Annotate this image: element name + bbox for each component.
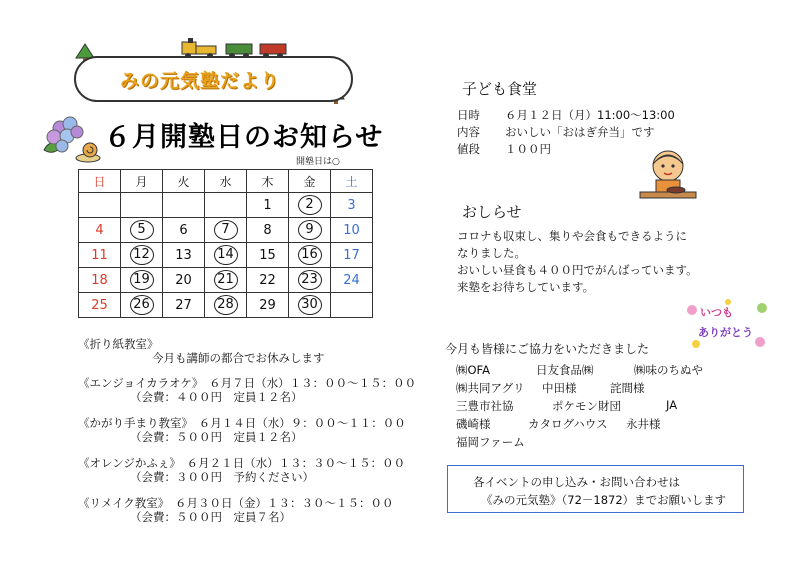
open-day-number: 30	[298, 295, 322, 315]
weekday-cell: 木	[247, 170, 289, 193]
open-day-number: 14	[214, 245, 238, 265]
day-number: 24	[343, 272, 360, 288]
supporter-name: 永井様	[626, 417, 661, 431]
day-number: 17	[343, 247, 360, 263]
calendar-week-row	[79, 218, 373, 243]
newsletter-title: みの元気塾だより	[120, 70, 281, 92]
open-day-number: 23	[298, 270, 322, 290]
calendar-day-cell	[205, 193, 247, 218]
calendar-day-cell	[289, 218, 331, 243]
temari-line: 《かがり手まり教室》 ６月１４日（水）９：００～１１：００	[78, 416, 406, 430]
supporter-name: ㈱味のちぬや	[634, 363, 703, 377]
supporter-name: ㈱OFA	[456, 363, 490, 377]
calendar-day-cell	[289, 193, 331, 218]
day-number: 27	[175, 297, 192, 313]
calendar-day-cell	[121, 218, 163, 243]
day-number: 20	[175, 272, 192, 288]
karaoke-fee: （会費：４００円 定員１２名）	[130, 390, 303, 404]
weekday-cell: 月	[121, 170, 163, 193]
calendar-day-cell	[247, 218, 289, 243]
calendar-day-cell	[79, 293, 121, 318]
open-day-legend: 開塾日は○	[296, 157, 340, 167]
calendar-day-cell	[79, 268, 121, 293]
open-day-number: 26	[130, 295, 154, 315]
weekday-cell: 金	[289, 170, 331, 193]
thank-you-badge-line1: いつも	[700, 306, 733, 319]
day-number: 4	[95, 222, 104, 238]
supporter-name: カタログハウス	[528, 417, 608, 431]
supporter-name: 中田様	[542, 381, 577, 395]
calendar-day-cell	[247, 193, 289, 218]
day-number: 10	[343, 222, 360, 238]
supporter-list	[456, 362, 756, 452]
calendar-day-cell	[121, 193, 163, 218]
calendar-day-cell	[289, 243, 331, 268]
open-day-number: 12	[130, 245, 154, 265]
orange-cafe-fee: （会費：３００円 予約ください）	[130, 470, 314, 484]
calendar-day-cell	[205, 243, 247, 268]
supporter-name: 三豊市社協	[456, 399, 514, 413]
day-number: 22	[259, 272, 276, 288]
open-day-number: 7	[214, 220, 238, 240]
supporter-name: ポケモン財団	[552, 399, 621, 413]
cafeteria-date-value: ６月１２日（月）11:00～13:00	[505, 108, 675, 122]
child-eating-illustration	[636, 146, 700, 204]
weekday-cell: 土	[331, 170, 373, 193]
supporter-name: 磯崎様	[456, 417, 491, 431]
day-number: 18	[91, 272, 108, 288]
karaoke-line: 《エンジョイカラオケ》 ６月７日（水）１３：００～１５：００	[78, 376, 417, 390]
day-number: 11	[91, 247, 108, 263]
cafeteria-content-label: 内容	[457, 125, 480, 139]
calendar-weekday-row	[79, 170, 373, 193]
remake-line: 《リメイク教室》 ６月３０日（金）１３：３０～１５：００	[78, 496, 394, 510]
calendar-day-cell	[289, 268, 331, 293]
kids-cafeteria-title: 子ども食堂	[462, 80, 538, 98]
calendar-week-row	[79, 293, 373, 318]
remake-fee: （会費：５００円 定員７名）	[130, 510, 291, 524]
supporter-name: 詫間様	[610, 381, 645, 395]
calendar-day-cell	[247, 243, 289, 268]
open-day-number: 5	[130, 220, 154, 240]
calendar-day-cell	[205, 218, 247, 243]
june-calendar	[78, 169, 373, 318]
calendar-day-cell	[289, 293, 331, 318]
notice-line-1: コロナも収束し、集りや会食もできるように	[457, 229, 687, 243]
supporter-name: 福岡ファーム	[456, 435, 525, 449]
open-day-number: 28	[214, 295, 238, 315]
supporter-name: ㈱共同アグリ	[456, 381, 525, 395]
calendar-day-cell	[121, 268, 163, 293]
calendar-day-cell	[79, 193, 121, 218]
contact-line-2: 《みの元気塾》（72－1872）までお願いします	[481, 493, 727, 507]
origami-note: 今月も講師の都合でお休みします	[152, 351, 325, 365]
weekday-cell: 日	[79, 170, 121, 193]
calendar-day-cell	[163, 243, 205, 268]
cafeteria-content-value: おいしい「おはぎ弁当」です	[505, 125, 655, 139]
calendar-day-cell	[247, 293, 289, 318]
day-number: 13	[175, 247, 192, 263]
temari-fee: （会費：５００円 定員１２名）	[130, 430, 303, 444]
calendar-day-cell	[121, 243, 163, 268]
notice-line-4: 来塾をお待ちしています。	[457, 280, 595, 294]
calendar-day-cell	[79, 218, 121, 243]
open-day-number: 21	[214, 270, 238, 290]
calendar-body	[79, 193, 373, 318]
notice-line-2: なりました。	[457, 246, 526, 260]
calendar-day-cell	[163, 293, 205, 318]
notice-line-3: おいしい昼食も４００円でがんばっています。	[457, 263, 698, 277]
calendar-week-row	[79, 193, 373, 218]
thanks-heading: 今月も皆様にご協力をいただきました	[445, 342, 650, 356]
page-title: ６月開塾日のお知らせ	[104, 122, 384, 153]
calendar-day-cell	[163, 218, 205, 243]
calendar-day-cell	[331, 268, 373, 293]
day-number: 29	[259, 297, 276, 313]
day-number: 3	[347, 197, 356, 213]
calendar-day-cell	[331, 218, 373, 243]
calendar-day-cell	[79, 243, 121, 268]
day-number: 25	[91, 297, 108, 313]
calendar-day-cell	[163, 268, 205, 293]
calendar-day-cell	[331, 293, 373, 318]
notice-title: おしらせ	[462, 203, 522, 221]
calendar-day-cell	[331, 193, 373, 218]
day-number: 15	[259, 247, 276, 263]
cafeteria-price-label: 値段	[457, 142, 480, 156]
orange-cafe-line: 《オレンジかふぇ》 ６月２１日（水）１３：３０～１５：００	[78, 456, 406, 470]
contact-line-1: 各イベントの申し込み・お問い合わせは	[473, 475, 680, 489]
weekday-cell: 水	[205, 170, 247, 193]
open-day-number: 19	[130, 270, 154, 290]
cafeteria-date-label: 日時	[457, 108, 480, 122]
origami-title: 《折り紙教室》	[78, 337, 159, 351]
calendar-week-row	[79, 268, 373, 293]
calendar-day-cell	[331, 243, 373, 268]
open-day-number: 2	[298, 195, 322, 215]
cafeteria-price-value: １００円	[505, 142, 551, 156]
calendar-day-cell	[205, 268, 247, 293]
thank-you-badge-line2: ありがとう	[698, 326, 753, 339]
calendar-day-cell	[163, 193, 205, 218]
hydrangea-snail-illustration	[40, 110, 102, 166]
calendar-day-cell	[121, 293, 163, 318]
weekday-cell: 火	[163, 170, 205, 193]
supporter-name: JA	[666, 398, 678, 412]
open-day-number: 16	[298, 245, 322, 265]
open-day-number: 9	[298, 220, 322, 240]
supporter-name: 日友食品㈱	[536, 363, 594, 377]
day-number: 6	[179, 222, 188, 238]
calendar-day-cell	[205, 293, 247, 318]
day-number: 1	[263, 197, 272, 213]
calendar-week-row	[79, 243, 373, 268]
day-number: 8	[263, 222, 272, 238]
calendar-day-cell	[247, 268, 289, 293]
